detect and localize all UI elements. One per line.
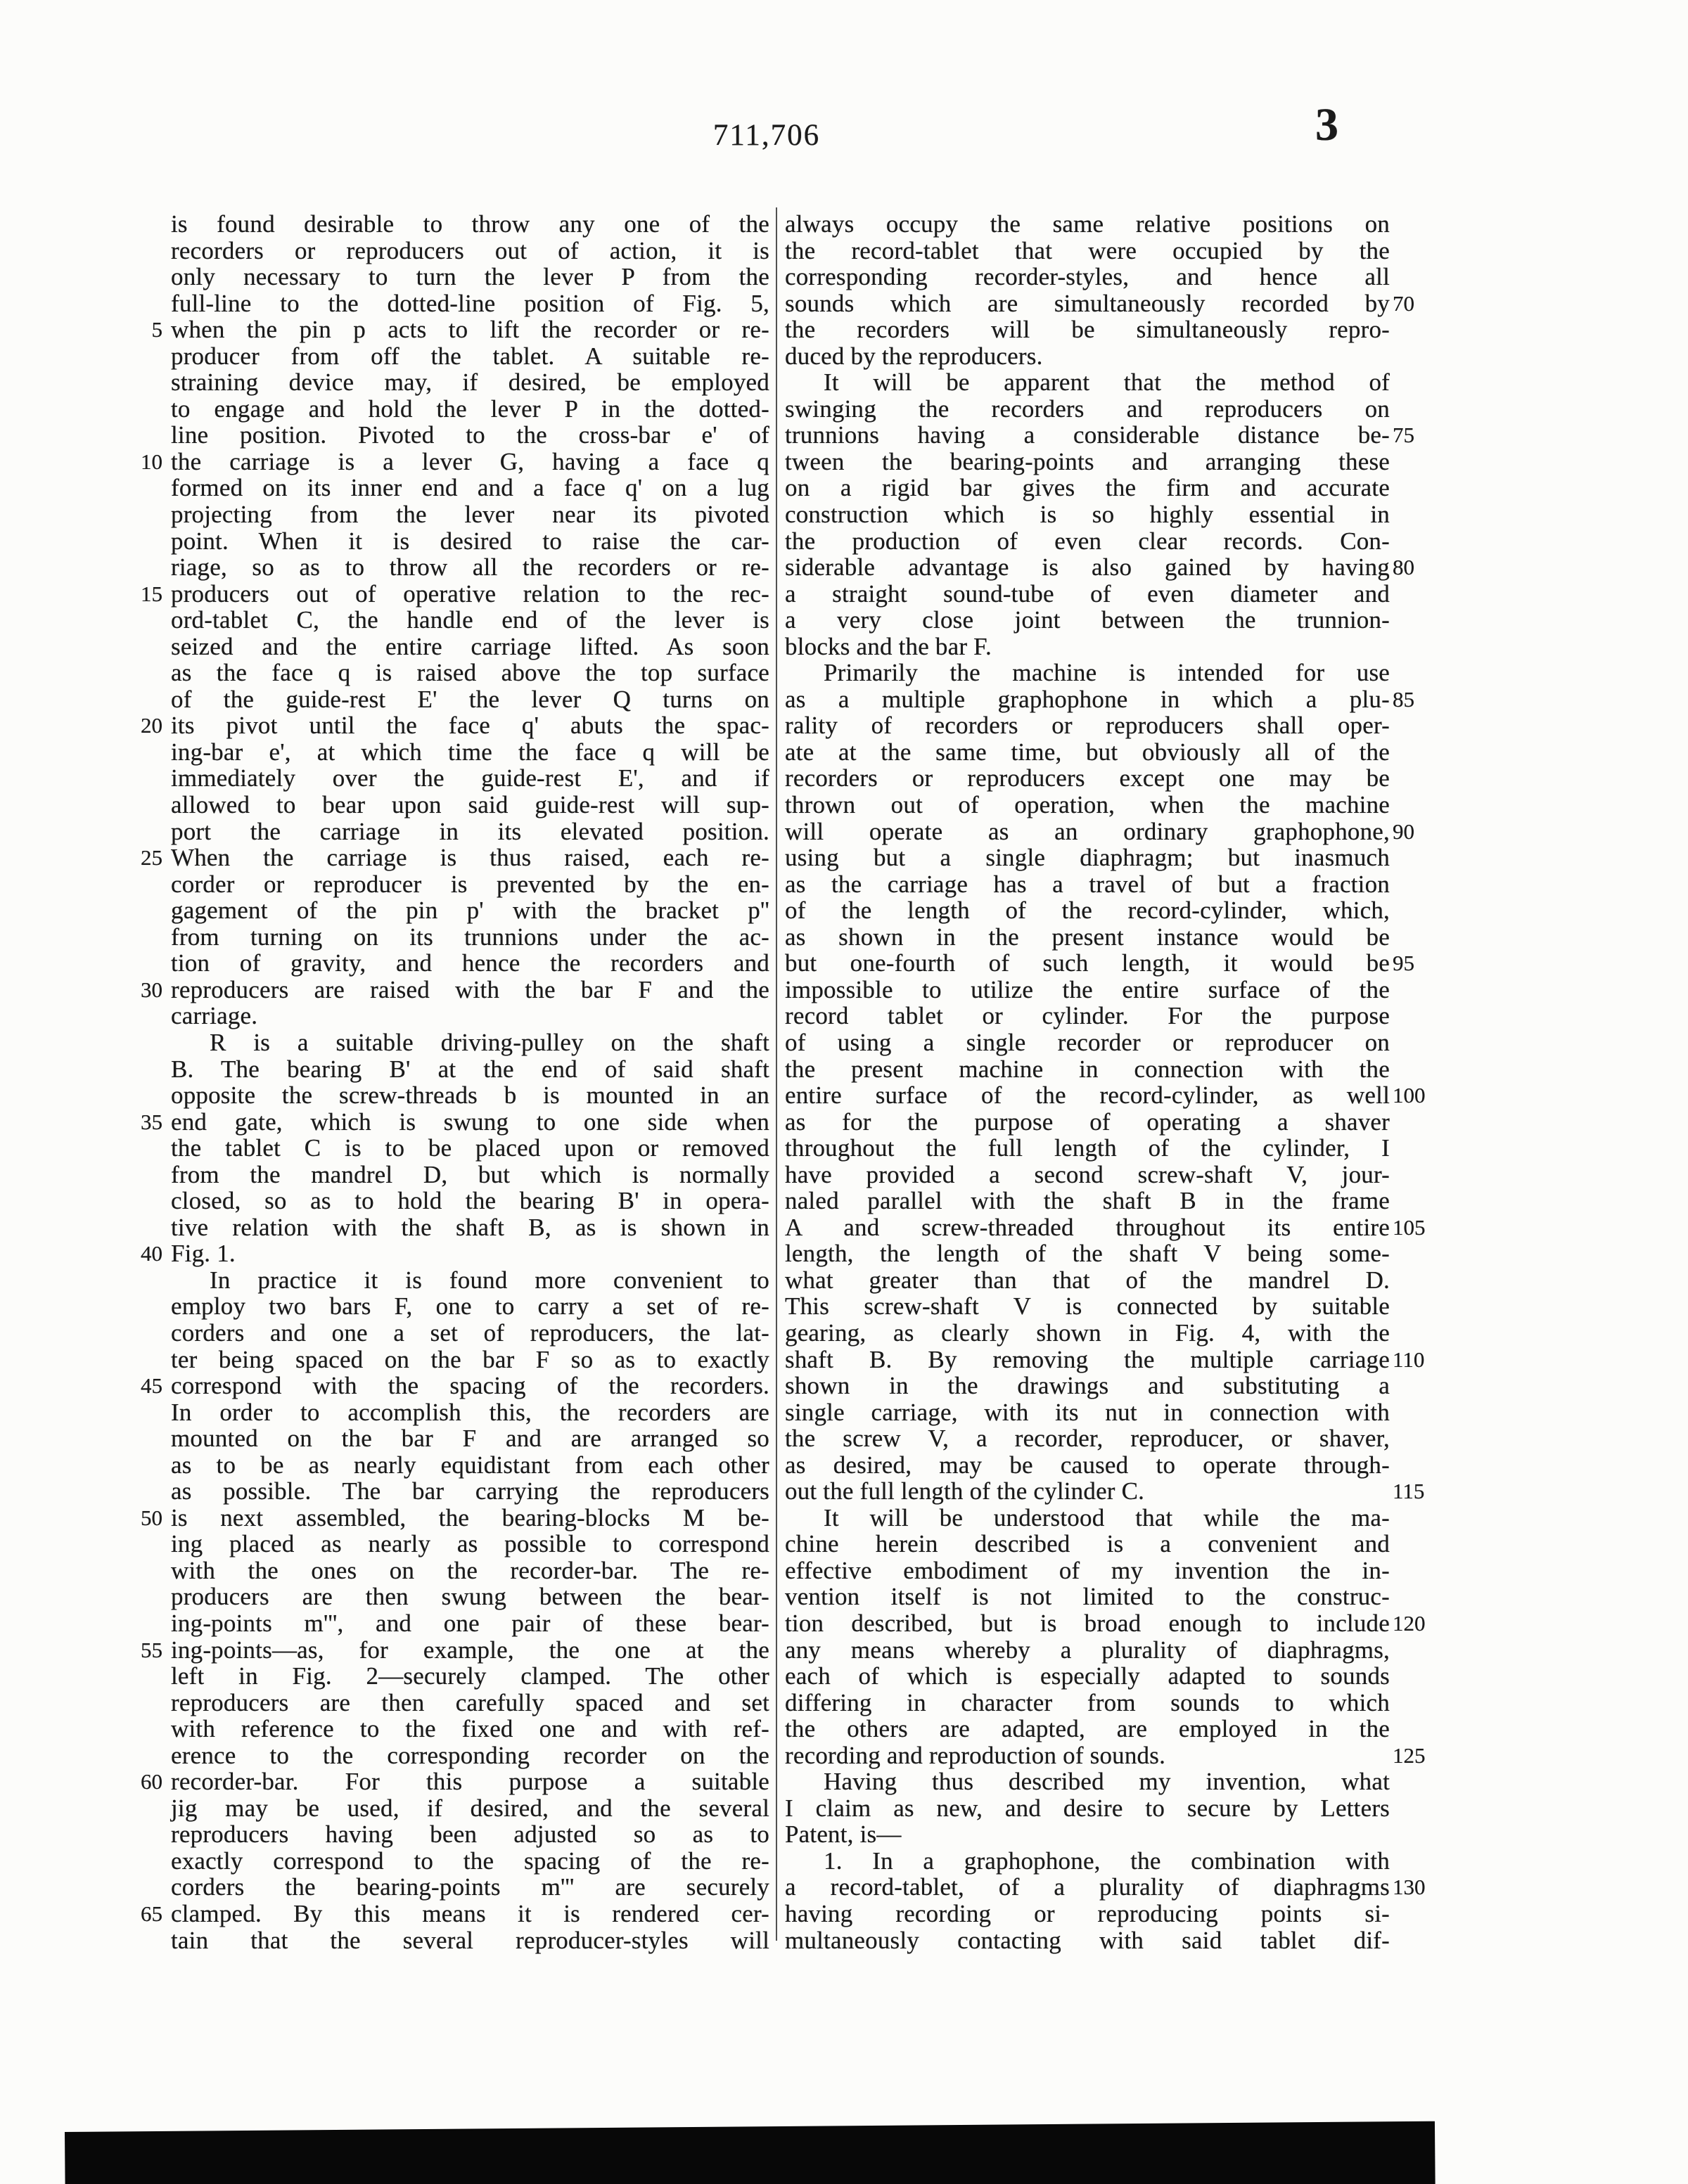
line-text: recorder-bar. For this purpose a suitable [171,1768,769,1796]
line-text: reproducers are raised with the bar F and the [171,975,769,1003]
line-text: ing placed as nearly as possible to correspond [171,1530,769,1558]
text-line [141,1900,769,1927]
line-text: gearing, as clearly shown in Fig. 4, with the [785,1318,1390,1347]
text-line [141,1636,769,1664]
text-line [171,1848,769,1875]
line-text: port the carriage in its elevated position. [171,817,769,845]
line-text: left in Fig. 2—securely clamped. The other [171,1662,769,1690]
line-text: as shown in the present instance would be [785,923,1390,951]
line-text: mounted on the bar F and are arranged so [171,1425,769,1453]
line-text: In practice it is found more convenient to [210,1266,769,1294]
margin-line-number: 60 [141,1769,162,1794]
text-line [785,528,1390,555]
text-line [171,1927,769,1954]
text-line [171,501,769,528]
text-line [171,950,769,977]
line-text: construction which is so highly essential in [785,501,1390,529]
text-line [171,475,769,501]
text-line [171,369,769,396]
text-line [785,1056,1390,1083]
line-text: when the pin p acts to lift the recorder or re- [171,316,769,344]
text-line [785,1162,1390,1188]
text-line [785,211,1390,238]
line-text: producer from off the tablet. A suitable re- [171,342,769,370]
text-line [785,949,1414,977]
line-text: rality of recorders or reproducers shall oper- [785,712,1390,740]
line-text: ate at the same time, but obviously all of the [785,738,1390,766]
line-text: chine herein described is a convenient and [785,1530,1390,1558]
text-line [171,290,769,317]
text-line [171,607,769,634]
patent-number: 711,706 [712,119,821,152]
text-line [785,581,1390,608]
text-line [785,739,1390,766]
line-text: employ two bars F, one to carry a set of re- [171,1292,769,1321]
line-text: riage, so as to throw all the recorders or re- [171,553,769,582]
line-text: of using a single recorder or reproducer on [785,1028,1390,1056]
text-line [171,1610,769,1637]
text-line [141,579,769,608]
line-text: have provided a second screw-shaft V, jour- [785,1160,1390,1188]
text-line [785,817,1414,845]
line-text: tion of gravity, and hence the recorders and [171,949,769,977]
text-line [171,1003,769,1029]
line-text: impossible to utilize the entire surface of the [785,975,1390,1003]
text-line [785,1609,1426,1637]
text-line [171,634,769,660]
line-text: a record-tablet, of a plurality of diaphragms [785,1873,1390,1901]
text-line [171,1214,769,1241]
text-line [171,1267,769,1294]
text-line [171,1716,769,1742]
line-text: end gate, which is swung to one side when [171,1107,769,1136]
line-text: any means whereby a plurality of diaphragms, [785,1636,1390,1664]
text-line [785,924,1390,951]
text-line [171,792,769,818]
margin-line-number: 125 [1393,1742,1426,1768]
line-text: closed, so as to hold the bearing B' in opera- [171,1187,769,1215]
line-text: as the face q is raised above the top surface [171,659,769,687]
line-text: This screw-shaft V is connected by suitable [785,1292,1390,1321]
text-line [785,1029,1390,1056]
text-line [785,1795,1390,1822]
margin-line-number: 5 [151,317,162,342]
line-text: recorders or reproducers out of action, it is [171,236,769,264]
line-text: reproducers are then carefully spaced and set [171,1688,769,1716]
margin-line-number: 120 [1393,1610,1426,1636]
line-text: ter being spaced on the bar F so as to exactly [171,1345,769,1373]
text-line [171,1874,769,1901]
text-line [785,501,1390,528]
text-line [171,739,769,766]
text-line [785,977,1390,1003]
line-text: the carriage is a lever G, having a face q [171,447,769,475]
line-text: duced by the reproducers. [785,342,1043,370]
line-text: will operate as an ordinary graphophone, [785,817,1390,845]
text-line [785,1637,1390,1664]
text-line [171,396,769,423]
line-text: tive relation with the shaft B, as is shown in [171,1213,769,1241]
text-line [785,1320,1390,1347]
line-text: jig may be used, if desired, and the several [171,1794,769,1822]
text-line [785,1267,1390,1294]
margin-line-number: 40 [141,1241,162,1266]
line-text: is next assembled, the bearing-blocks M be- [171,1503,769,1531]
margin-line-number: 130 [1393,1875,1426,1900]
line-text: tain that the several reproducer-styles will [171,1926,769,1954]
text-line [171,1742,769,1769]
line-text: what greater than that of the mandrel D. [785,1266,1390,1294]
text-line [785,1188,1390,1214]
text-line [785,1373,1390,1399]
text-line [785,449,1390,475]
text-line [171,1056,769,1083]
text-line [171,1663,769,1690]
text-line [171,554,769,581]
line-text: line position. Pivoted to the cross-bar e' of [171,421,769,449]
text-line [785,553,1414,582]
line-text: is found desirable to throw any one of the [171,210,769,238]
text-line [171,1029,769,1056]
line-text: each of which is especially adapted to sounds [785,1662,1390,1690]
line-text: Fig. 1. [171,1240,236,1268]
line-text: the screw V, a recorder, reproducer, or shaver, [785,1425,1390,1453]
line-text: the production of even clear records. Con- [785,527,1390,555]
line-text: projecting from the lever near its pivoted [171,501,769,529]
line-text: reproducers having been adjusted so as to [171,1820,769,1849]
text-line [785,1240,1390,1267]
line-text: corders and one a set of reproducers, the lat- [171,1318,769,1347]
text-line [785,1531,1390,1557]
text-line [171,1584,769,1610]
line-text: as possible. The bar carrying the reproducers [171,1477,769,1505]
line-text: It will be understood that while the ma- [824,1503,1390,1531]
line-text: exactly correspond to the spacing of the re- [171,1846,769,1875]
text-line [785,765,1390,792]
line-text: from turning on its trunnions under the ac- [171,923,769,951]
line-text: entire surface of the record-cylinder, as well [785,1081,1390,1110]
line-text: of the length of the record-cylinder, which, [785,897,1390,925]
margin-line-number: 15 [141,581,162,606]
line-text: only necessary to turn the lever P from the [171,263,769,291]
line-text: from the mandrel D, but which is normally [171,1160,769,1188]
line-text: as for the purpose of operating a shaver [785,1107,1390,1136]
text-line [785,634,1390,660]
line-text: out the full length of the cylinder C. [785,1477,1145,1505]
text-line [171,1478,769,1505]
line-text: 1. In a graphophone, the combination with [824,1846,1390,1875]
text-line [171,1135,769,1162]
text-line [785,1690,1390,1716]
text-line [171,686,769,713]
margin-line-number: 45 [141,1373,162,1399]
margin-line-number: 85 [1393,686,1414,712]
scan-artifact-black-bar [65,2121,1436,2184]
line-text: always occupy the same relative positions on [785,210,1390,238]
line-text: Primarily the machine is intended for use [824,659,1390,687]
line-text: a straight sound-tube of even diameter and [785,579,1390,608]
text-line [171,1795,769,1822]
line-text: siderable advantage is also gained by having [785,553,1390,582]
text-line [785,1293,1390,1320]
text-line [171,264,769,290]
text-line [785,421,1414,449]
text-line [785,1768,1390,1795]
line-text: throughout the full length of the cylinder, I [785,1134,1390,1162]
line-text: B. The bearing B' at the end of said shaft [171,1055,769,1083]
text-line [785,1109,1390,1136]
text-line [785,1425,1390,1452]
text-line [171,1399,769,1426]
line-text: swinging the recorders and reproducers on [785,394,1390,423]
text-line [785,1584,1390,1610]
text-line [171,1557,769,1584]
text-line [171,924,769,951]
line-text: shaft B. By removing the multiple carriage [785,1345,1390,1373]
line-text: of the guide-rest E' the lever Q turns on [171,685,769,713]
line-text: length, the length of the shaft V being some- [785,1240,1390,1268]
text-line [785,1901,1390,1927]
line-text: It will be apparent that the method of [824,368,1390,397]
text-line [171,343,769,370]
line-text: sounds which are simultaneously recorded by [785,289,1390,317]
text-line [785,1716,1390,1742]
text-line [141,1107,769,1136]
text-line [151,316,769,344]
text-line [785,1741,1426,1769]
text-line [785,1081,1426,1110]
margin-line-number: 80 [1393,555,1414,580]
text-line [171,1425,769,1452]
line-text: ing-bar e', at which time the face q will be [171,738,769,766]
text-line [171,818,769,845]
line-text: as to be as nearly equidistant from each other [171,1451,769,1479]
line-text: R is a suitable driving-pulley on the shaft [210,1028,769,1056]
line-text: as desired, may be caused to operate through- [785,1451,1390,1479]
text-line [171,1531,769,1557]
line-text: shown in the drawings and substituting a [785,1372,1390,1400]
text-line [785,1477,1425,1505]
text-line [785,1399,1390,1426]
text-line [785,1848,1390,1875]
text-line [171,1347,769,1373]
text-line [785,1213,1426,1241]
margin-line-number: 105 [1393,1214,1426,1240]
margin-line-number: 110 [1393,1347,1425,1372]
text-line [785,289,1414,317]
line-text: ing-points m''', and one pair of these bear- [171,1609,769,1637]
text-line [171,1821,769,1848]
line-text: the record-tablet that were occupied by the [785,236,1390,264]
text-line [785,871,1390,898]
line-text: using but a single diaphragm; but inasmuch [785,844,1390,872]
line-text: record tablet or cylinder. For the purpose [785,1002,1390,1030]
margin-line-number: 95 [1393,951,1414,976]
line-text: opposite the screw-threads b is mounted in an [171,1081,769,1110]
text-line [171,871,769,898]
line-text: producers are then swung between the bear- [171,1583,769,1611]
text-line [785,369,1390,396]
column-divider-rule [776,207,777,1941]
text-line [785,792,1390,818]
line-text: allowed to bear upon said guide-rest will sup- [171,791,769,819]
line-text: immediately over the guide-rest E', and if [171,764,769,792]
line-text: having recording or reproducing points si- [785,1900,1390,1927]
margin-line-number: 20 [141,713,162,738]
text-line [785,897,1390,924]
line-text: producers out of operative relation to the rec- [171,579,769,608]
line-text: but one-fourth of such length, it would be [785,949,1390,977]
text-line [785,343,1390,370]
line-text: correspond with the spacing of the recorders. [171,1372,769,1400]
line-text: as the carriage has a travel of but a fraction [785,870,1390,898]
text-line [785,844,1390,871]
line-text: When the carriage is thus raised, each re- [171,844,769,872]
text-line [171,1162,769,1188]
margin-line-number: 75 [1393,423,1414,448]
text-line [171,1320,769,1347]
text-line [785,1003,1390,1029]
right-text-column [785,210,1426,1954]
line-text: clamped. By this means it is rendered cer- [171,1900,769,1927]
line-text: naled parallel with the shaft B in the frame [785,1187,1390,1215]
line-text: erence to the corresponding recorder on the [171,1741,769,1769]
text-line [171,211,769,238]
line-text: Patent, is— [785,1820,902,1849]
line-text: a very close joint between the trunnion- [785,606,1390,634]
text-line [785,475,1390,501]
text-line [141,1240,769,1268]
margin-line-number: 90 [1393,818,1414,844]
line-text: multaneously contacting with said tablet dif- [785,1926,1390,1954]
line-text: seized and the entire carriage lifted. As soon [171,632,769,660]
line-text: A and screw-threaded throughout its entire [785,1213,1390,1241]
line-text: Having thus described my invention, what [824,1768,1390,1796]
line-text: full-line to the dotted-line position of Fig. 5, [171,289,769,317]
margin-line-number: 70 [1393,290,1414,316]
line-text: ord-tablet C, the handle end of the lever is [171,606,769,634]
text-line [171,765,769,792]
text-line [171,528,769,555]
text-line [785,238,1390,264]
text-line [785,1452,1390,1479]
line-text: I claim as new, and desire to secure by Letters [785,1794,1390,1822]
margin-line-number: 10 [141,449,162,474]
line-text: effective embodiment of my invention the in- [785,1556,1390,1584]
text-line [141,1372,769,1400]
line-text: blocks and the bar F. [785,632,992,660]
text-line [785,264,1390,290]
margin-line-number: 35 [141,1109,162,1134]
line-text: with reference to the fixed one and with ref- [171,1715,769,1743]
text-line [785,1557,1390,1584]
text-line [785,1663,1390,1690]
line-text: the tablet C is to be placed upon or removed [171,1134,769,1162]
text-line [141,447,769,475]
text-line [171,1082,769,1109]
page-number: 3 [1315,99,1338,150]
text-line [785,685,1414,713]
left-text-column [141,210,769,1954]
line-text: tion described, but is broad enough to include [785,1609,1390,1637]
text-line [785,1821,1390,1848]
line-text: the recorders will be simultaneously repro- [785,316,1390,344]
text-line [141,975,769,1003]
margin-line-number: 50 [141,1505,162,1530]
text-line [785,712,1390,739]
text-line [171,660,769,686]
line-text: with the ones on the recorder-bar. The re- [171,1556,769,1584]
text-line [785,607,1390,634]
line-text: tween the bearing-points and arranging these [785,447,1390,475]
margin-line-number: 30 [141,977,162,1002]
text-line [785,1345,1425,1373]
line-text: recorders or reproducers except one may be [785,764,1390,792]
line-text: the present machine in connection with the [785,1055,1390,1083]
text-line [785,316,1390,343]
line-text: vention itself is not limited to the construc- [785,1583,1390,1611]
margin-line-number: 100 [1393,1083,1426,1108]
text-line [171,1690,769,1716]
line-text: straining device may, if desired, be employed [171,368,769,397]
text-line [785,1505,1390,1531]
text-line [171,1452,769,1479]
text-line [785,1927,1390,1954]
line-text: corder or reproducer is prevented by the en- [171,870,769,898]
line-text: corresponding recorder-styles, and hence all [785,263,1390,291]
line-text: carriage. [171,1002,258,1030]
line-text: as a multiple graphophone in which a plu- [785,685,1390,713]
line-text: the others are adapted, are employed in the [785,1715,1390,1743]
text-line [785,660,1390,686]
line-text: gagement of the pin p' with the bracket p'' [171,897,769,925]
text-line [171,897,769,924]
line-text: ing-points—as, for example, the one at the [171,1636,769,1664]
text-line [171,422,769,449]
margin-line-number: 25 [141,845,162,871]
line-text: corders the bearing-points m''' are securely [171,1873,769,1901]
text-line [141,712,769,740]
line-text: thrown out of operation, when the machine [785,791,1390,819]
line-text: differing in character from sounds to which [785,1688,1390,1716]
margin-line-number: 115 [1393,1479,1425,1504]
text-line [785,1873,1426,1901]
text-line [171,1293,769,1320]
line-text: point. When it is desired to raise the car- [171,527,769,555]
line-text: on a rigid bar gives the firm and accurate [785,474,1390,502]
text-line [141,1768,769,1796]
margin-line-number: 65 [141,1901,162,1926]
text-line [785,1135,1390,1162]
text-line [141,844,769,872]
text-line [171,238,769,264]
line-text: recording and reproduction of sounds. [785,1741,1166,1769]
line-text: trunnions having a considerable distance be- [785,421,1390,449]
line-text: single carriage, with its nut in connection with [785,1398,1390,1426]
margin-line-number: 55 [141,1637,162,1662]
text-line [171,1188,769,1214]
line-text: formed on its inner end and a face q' on a lug [171,474,769,502]
text-line [785,396,1390,423]
line-text: to engage and hold the lever P in the dotted- [171,394,769,423]
line-text: its pivot until the face q' abuts the spac- [171,712,769,740]
text-line [141,1503,769,1531]
line-text: In order to accomplish this, the recorders are [171,1398,769,1426]
